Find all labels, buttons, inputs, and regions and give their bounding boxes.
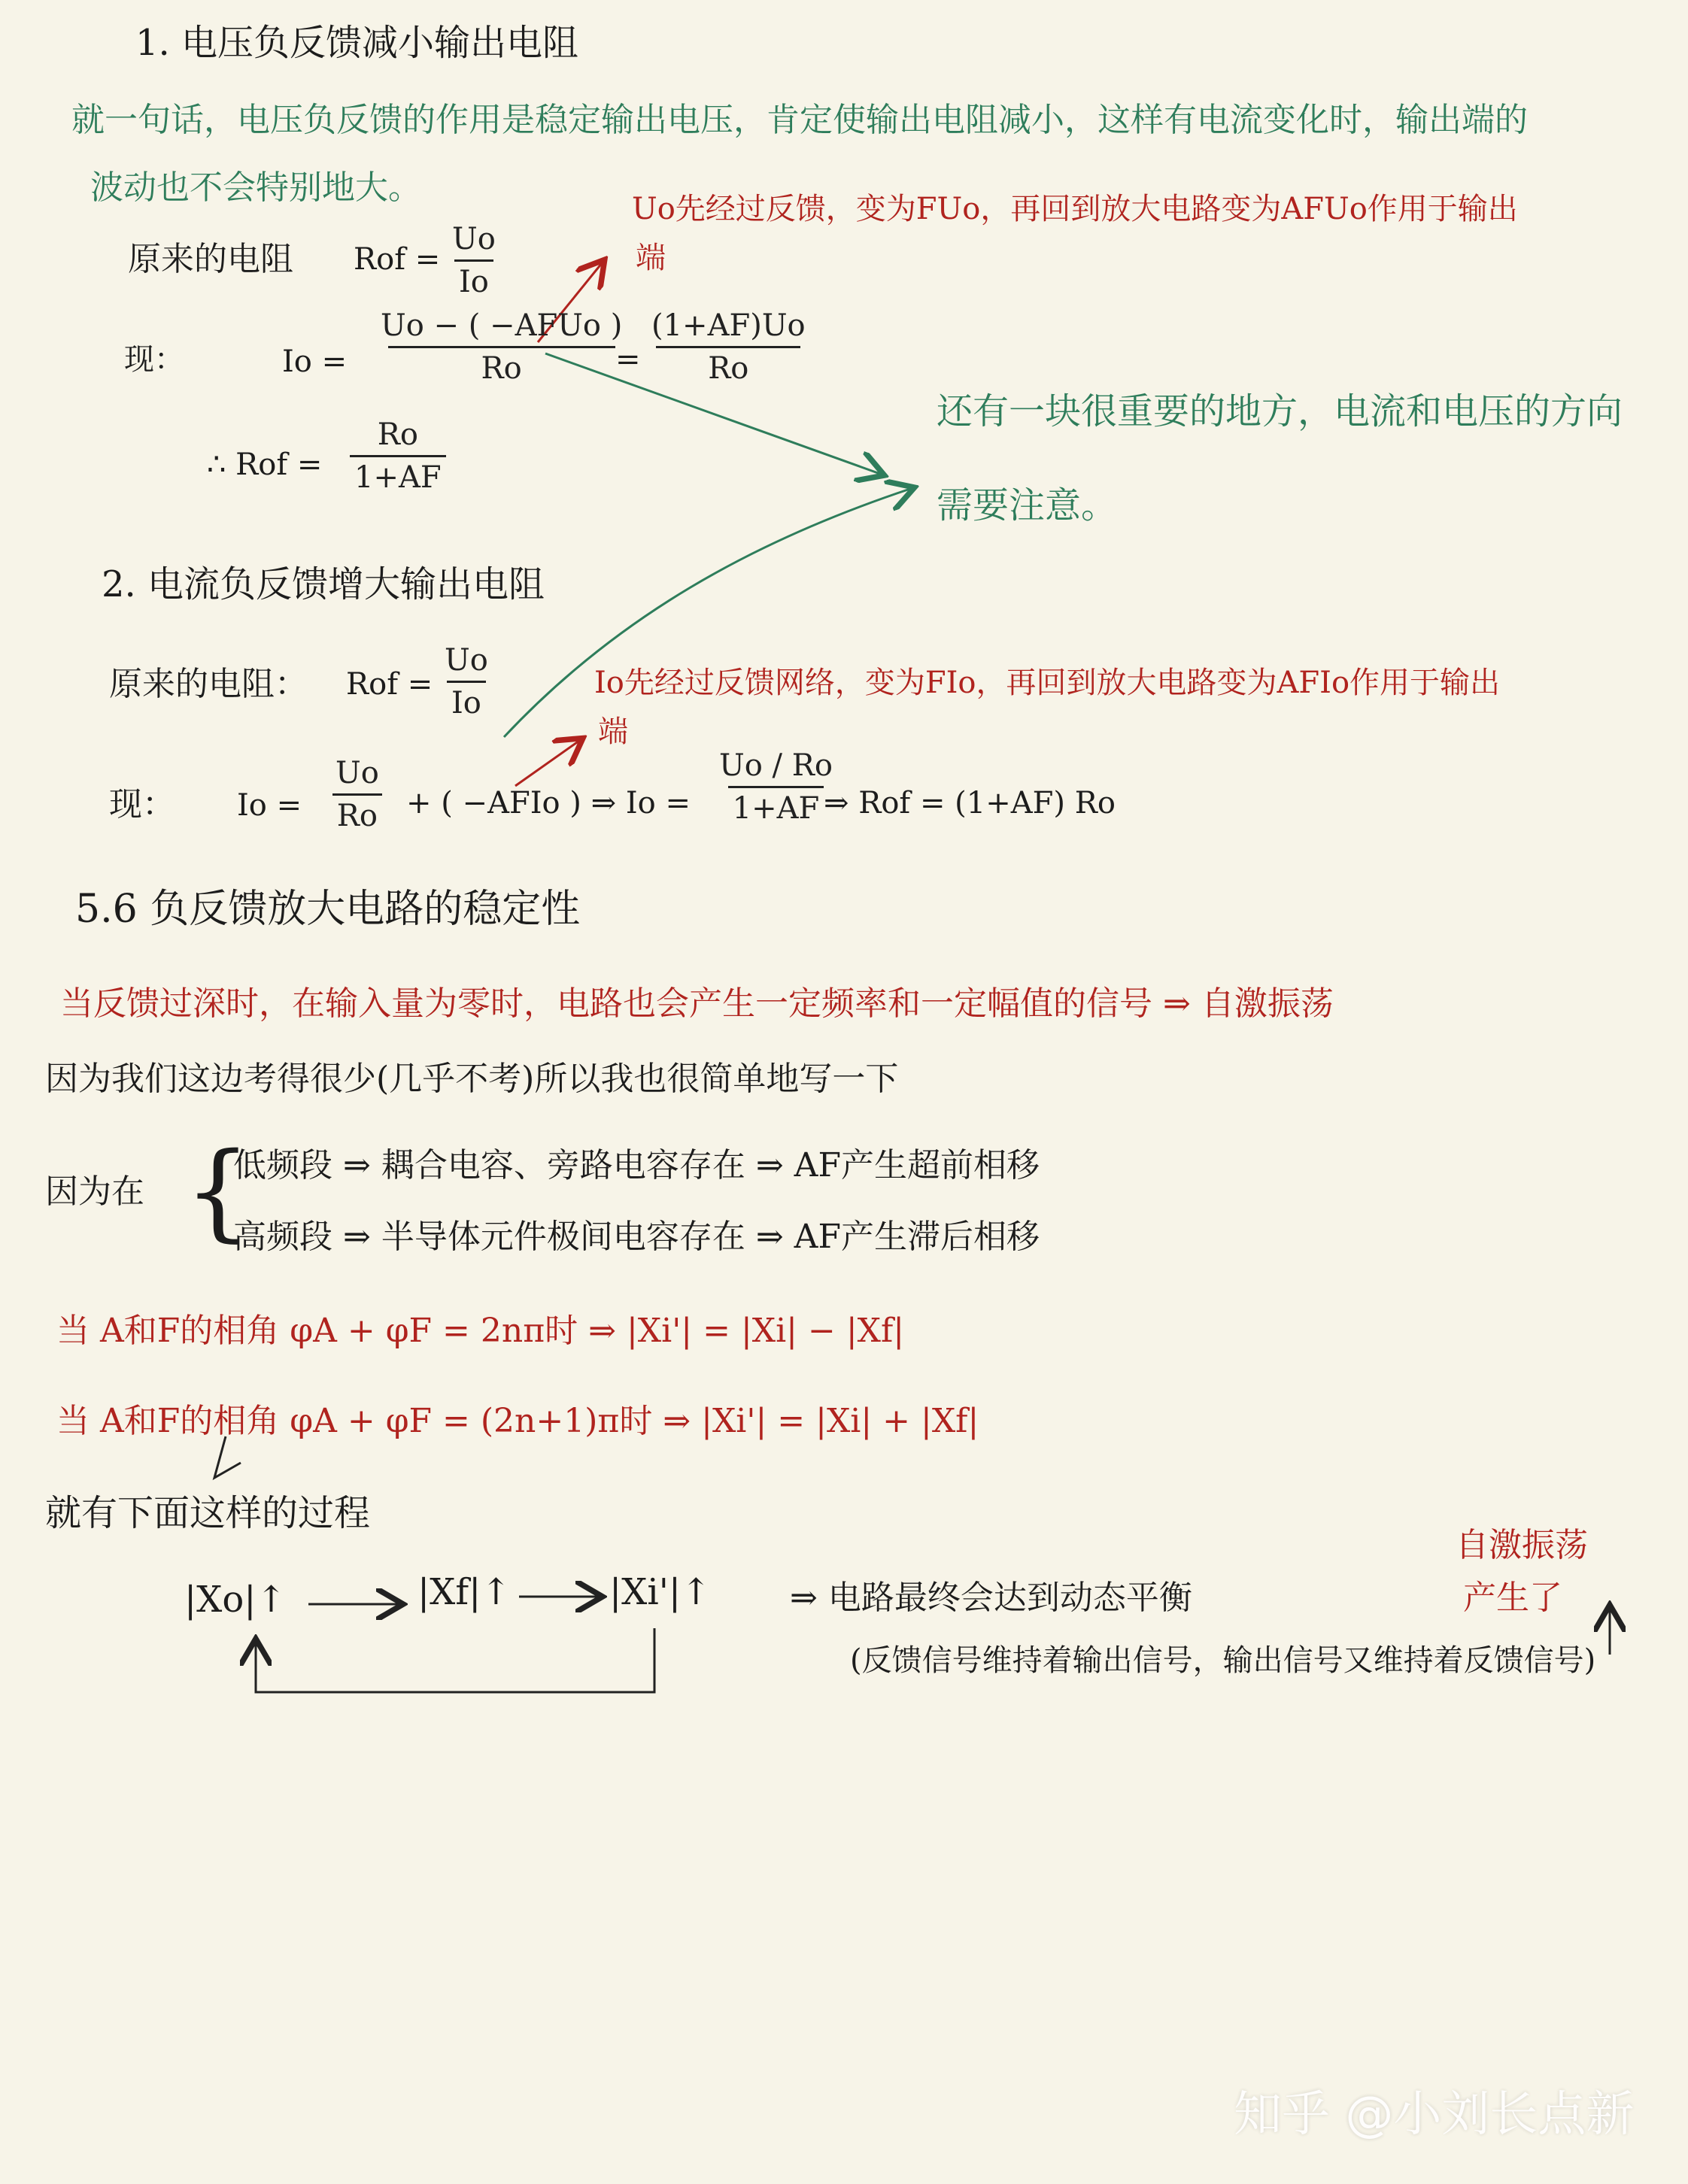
low-frequency-line: 低频段 ⇒ 耦合电容、旁路电容存在 ⇒ AF产生超前相移 [233,1146,1040,1185]
red-note-current: Io先经过反馈网络，变为FIo，再回到放大电路变为AFIo作用于输出 [594,666,1501,700]
summary-line-2: 波动也不会特别地大。 [90,168,421,207]
watermark: 知乎 @小刘长点新 [1234,2087,1635,2143]
original-resistance-label: 原来的电阻 [128,240,293,278]
dynamic-balance: ⇒ 电路最终会达到动态平衡 [790,1579,1192,1617]
fraction-numerator: Uo / Ro [719,748,833,783]
fraction-numerator: Uo − ( −AFUo ) [381,308,623,343]
original-resistance-label-2: 原来的电阻： [109,665,308,703]
fraction-numerator: Uo [335,756,379,790]
green-note-line-1: 还有一块很重要的地方，电流和电压的方向 [937,390,1623,432]
plus-expression: + ( −AFIo ) ⇒ Io = [406,786,691,821]
fraction-1plusaf-uo [647,308,810,386]
flow-xo: |Xo|↑ [184,1579,287,1621]
io-eq-label: Io = [282,344,348,379]
fraction-denominator: Ro [332,793,382,833]
green-note-line-2: 需要注意。 [937,484,1118,526]
high-frequency-line: 高频段 ⇒ 半导体元件极间电容存在 ⇒ AF产生滞后相移 [233,1218,1040,1256]
fraction-uo-io-2 [440,643,493,720]
section2-title: 2. 电流负反馈增大输出电阻 [102,563,545,605]
fraction-denominator: Io [447,681,486,720]
note-rarely-tested: 因为我们这边考得很少(几乎不考)所以我也很简单地写一下 [45,1060,899,1098]
summary-line-1: 就一句话，电压负反馈的作用是稳定输出电压，肯定使输出电阻减小，这样有电流变化时，输出端的 [71,101,1528,139]
fraction-uo-io [448,222,500,299]
rof-result: ⇒ Rof = (1+AF) Ro [824,786,1116,821]
fraction-uo-ro [331,756,384,833]
section56-title: 5.6 负反馈放大电路的稳定性 [75,887,581,932]
fraction-numerator: Uo [452,222,496,256]
red-note-voltage: Uo先经过反馈，变为FUo，再回到放大电路变为AFUo作用于输出 [632,192,1518,226]
rof-label-2: Rof = [346,667,433,702]
fraction-denominator: 1+AF [350,455,446,495]
fraction-ro-1plusaf [350,417,446,495]
brace: { [184,1130,252,1253]
oscillation-label-2: 产生了 [1463,1579,1562,1617]
fraction-denominator: Ro [656,346,800,386]
red-phase-2n1pi: 当 A和F的相角 φA + φF = (2n+1)π时 ⇒ |Xi'| = |Xi| + |Xf| [56,1402,979,1440]
now-label-2: 现： [109,785,175,824]
fraction-io-expression [376,308,627,386]
red-phase-2npi: 当 A和F的相角 φA + φF = 2nπ时 ⇒ |Xi'| = |Xi| − |Xf| [56,1312,905,1350]
fraction-denominator: 1+AF [728,786,824,826]
equals-sign: = [615,342,641,377]
now-label: 现： [124,342,184,377]
rof-label: Rof = [354,242,441,277]
io-eq-label-2: Io = [237,788,302,823]
fraction-numerator: Ro [377,417,418,452]
oscillation-label-1: 自激振荡 [1456,1526,1588,1564]
because-label: 因为在 [45,1172,144,1211]
fraction-denominator: Io [454,259,493,299]
red-note-current-end: 端 [598,714,628,749]
fraction-numerator: (1+AF)Uo [651,308,806,343]
flow-xf: |Xf|↑ [417,1571,512,1613]
balance-explanation: (反馈信号维持着输出信号，输出信号又维持着反馈信号) [850,1643,1596,1678]
section1-title: 1. 电压负反馈减小输出电阻 [135,22,579,64]
red-note-voltage-end: 端 [636,241,666,275]
red-line-oscillation: 当反馈过深时，在输入量为零时，电路也会产生一定频率和一定幅值的信号 ⇒ 自激振荡 [60,984,1334,1023]
fraction-numerator: Uo [445,643,488,678]
therefore-rof: ∴ Rof = [207,447,323,482]
fraction-uoro-1plusaf [715,748,837,826]
flow-xi: |Xi'|↑ [609,1571,712,1613]
fraction-denominator: Ro [388,346,615,386]
process-label: 就有下面这样的过程 [45,1492,371,1534]
